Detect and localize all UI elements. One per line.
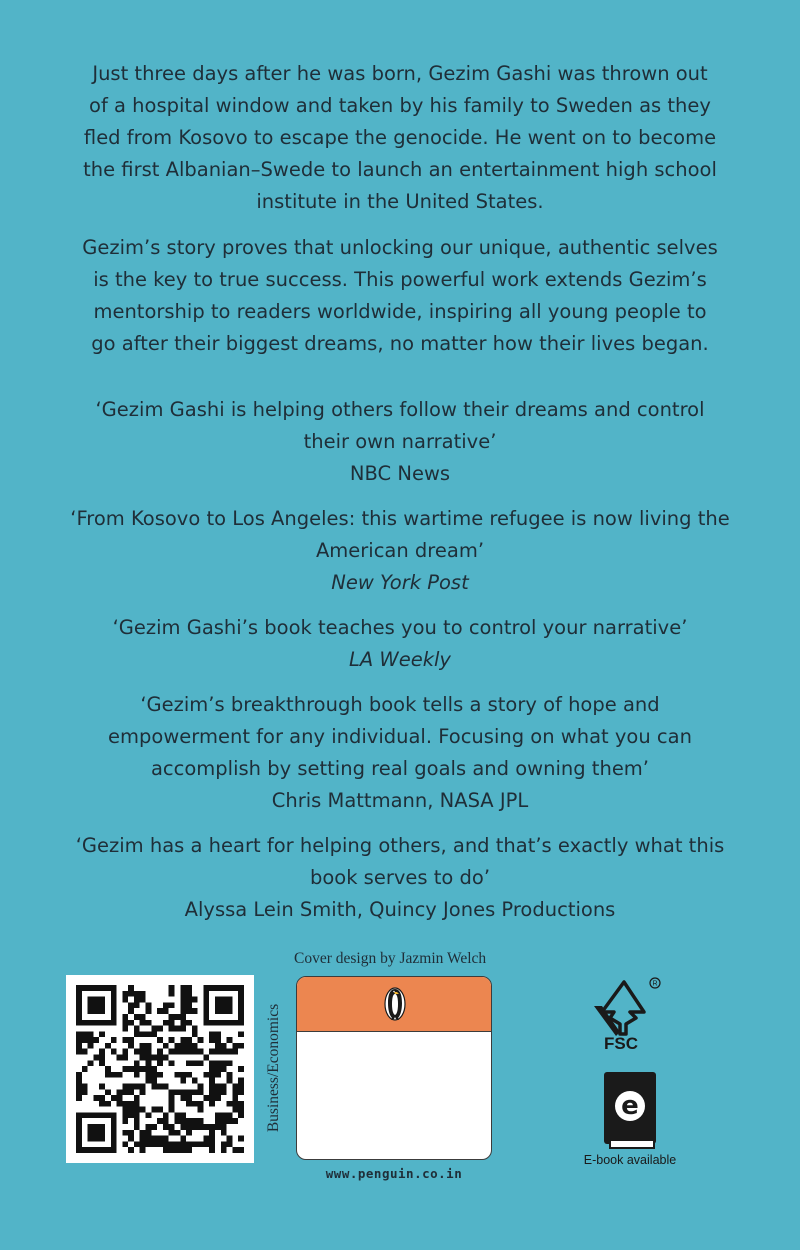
quote-nbc (70, 394, 730, 490)
category-text: Business/Economics (265, 1003, 282, 1133)
quote-laweekly (70, 612, 730, 676)
ebook-label: E-book available (583, 1153, 677, 1167)
quote-source: LA Weekly (349, 648, 451, 671)
quote-nypost (70, 503, 730, 599)
qr-code-icon (76, 985, 244, 1153)
book-blurb (80, 58, 720, 374)
fsc-label: FSC (604, 1034, 638, 1053)
quote-source: Chris Mattmann, NASA JPL (271, 789, 529, 812)
svg-text:R: R (652, 980, 658, 988)
quote-source: NBC News (349, 462, 451, 485)
cover-credit: Cover design by Jazmin Welch (294, 950, 487, 967)
quote-text: ‘Gezim has a heart for helping others, and that’s exactly what this book serves to do’ (75, 834, 725, 889)
review-quotes (70, 394, 730, 939)
quote-source: Alyssa Lein Smith, Quincy Jones Productions (184, 898, 616, 921)
ebook-icon (602, 1070, 658, 1152)
blurb-paragraph-2: Gezim’s story proves that unlocking our unique, authentic selves is the key to true success. This powerful work extends Gezim’s mentorship to readers worldwide, inspiring all young people to go after their biggest dreams, no matter how their lives began. (82, 236, 718, 355)
quote-text: ‘Gezim Gashi’s book teaches you to control your narrative’ (112, 616, 688, 639)
barcode-box (296, 976, 492, 1160)
penguin-band (297, 977, 491, 1032)
website-url: www.penguin.co.in (325, 1166, 463, 1181)
quote-text: ‘Gezim Gashi is helping others follow their dreams and control their own narrative’ (95, 398, 705, 453)
qr-code[interactable] (66, 975, 254, 1163)
quote-text: ‘From Kosovo to Los Angeles: this wartime refugee is now living the American dream’ (70, 507, 730, 562)
fsc-logo (590, 976, 662, 1062)
blurb-paragraph-1: Just three days after he was born, Gezim Gashi was thrown out of a hospital window and taken by his family to Sweden as they fled from Kosovo to escape the genocide. He went on to become the first Albanian–Swede to launch an entertainment high school institute in the United States. (83, 62, 717, 213)
svg-text:e: e (621, 1091, 639, 1121)
quote-source: New York Post (331, 571, 469, 594)
quote-quincy (70, 830, 730, 926)
quote-text: ‘Gezim’s breakthrough book tells a story of hope and empowerment for any individual. Focusing on what you can accomplish by setting real goals and owning them’ (108, 693, 692, 780)
category-label (262, 978, 286, 1158)
penguin-logo-icon (383, 983, 407, 1021)
quote-nasa (70, 689, 730, 817)
